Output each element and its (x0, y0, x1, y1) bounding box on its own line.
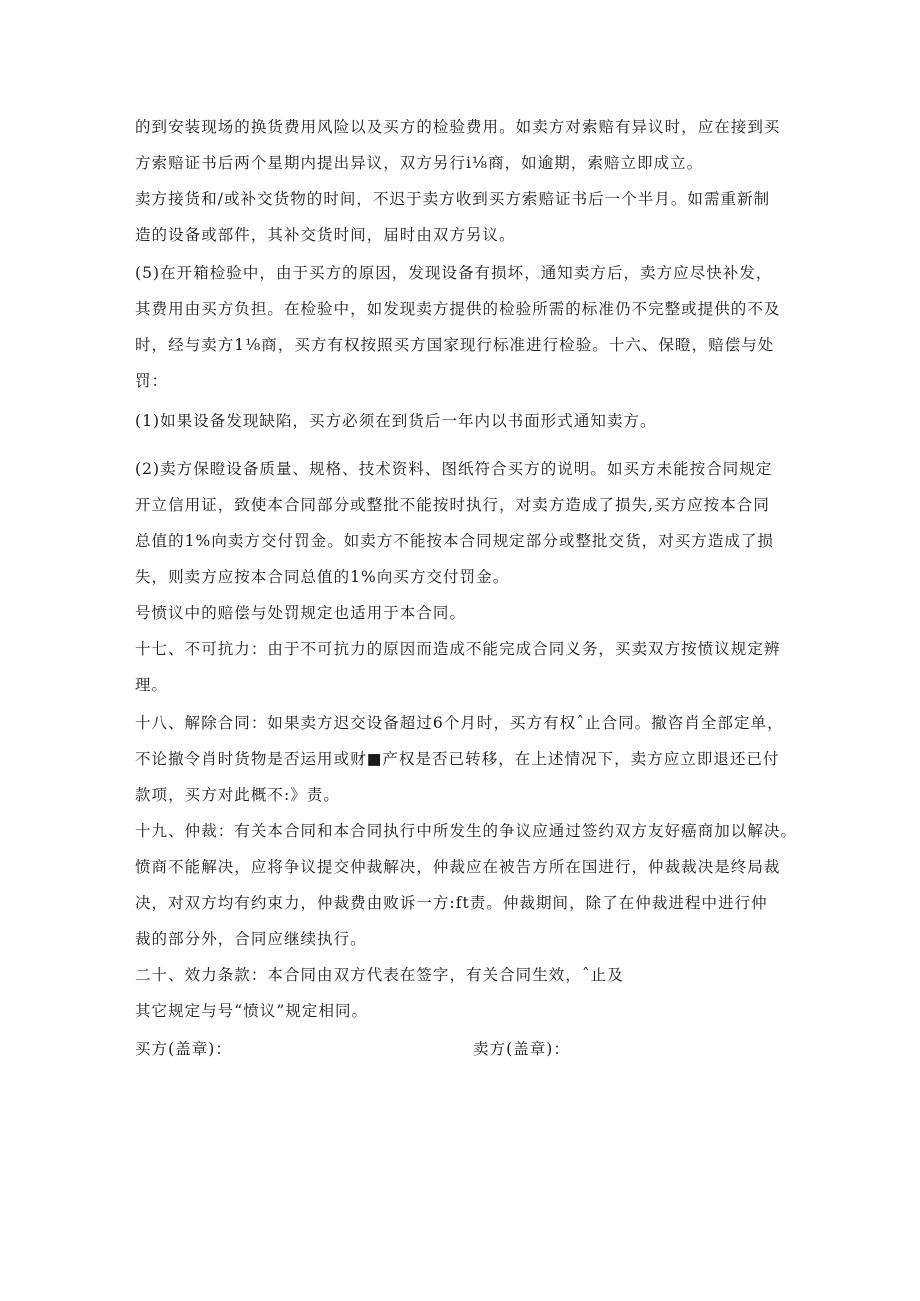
text-line: 其它规定与号“愤议”规定相同。 (135, 1002, 369, 1020)
text-line: 十八、解除合同：如果卖方迟交设备超过6个月时，买方有权ˆ止合同。撤咨肖全部定单， (135, 714, 784, 732)
text-line: 决，对双方均有约束力，仲裁费由败诉一方:ft责。仲裁期间，除了在仲裁进程中进行仲 (135, 894, 768, 912)
text-line: 裁的部分外，合同应继续执行。 (135, 930, 367, 948)
text-line: 十九、仲裁：有关本合同和本合同执行中所发生的争议应通过签约双方友好癌商加以解决。 (135, 822, 798, 840)
text-line: 方索赔证书后两个星期内提出异议，双方另行i⅛商，如逾期，索赔立即成立。 (135, 154, 704, 172)
text-line: 时，经与卖方1⅛商，买方有权按照买方国家现行标准进行检验。十六、保瞪，赔偿与处 (135, 336, 775, 354)
text-line: 款项，买方对此概不:》责。 (135, 786, 340, 804)
text-line: 理。 (135, 676, 169, 694)
text-line: 造的设备或部件，其补交货时间，届时由双方另议。 (135, 226, 516, 244)
text-line: 失，则卖方应按本合同总值的1%向买方交付罚金。 (135, 568, 510, 586)
text-line: 二十、效力条款：本合同由双方代表在签字，有关合同生效，ˆ止及 (135, 966, 624, 984)
buyer-seal-label: 买方(盖章)： (135, 1040, 232, 1058)
text-line: (2)卖方保瞪设备质量、规格、技术资料、图纸符合买方的说明。如买方未能按合同规定 (135, 460, 773, 478)
text-line: 的到安装现场的换货费用风险以及买方的检验费用。如卖方对索赔有异议时，应在接到买 (135, 118, 781, 136)
text-line: (1)如果设备发现缺陷，买方必须在到货后一年内以书面形式通知卖方。 (135, 412, 657, 430)
text-line: 开立信用证，致使本合同部分或整批不能按时执行，对卖方造成了损失,买方应按本合同 (135, 496, 770, 514)
text-line: 卖方接货和/或补交货物的时间，不迟于卖方收到买方索赔证书后一个半月。如需重新制 (135, 190, 771, 208)
text-line: 其费用由买方负担。在检验中，如发现卖方提供的检验所需的标准仍不完整或提供的不及 (135, 300, 781, 318)
seller-seal-label: 卖方(盖章)： (473, 1040, 570, 1058)
text-line: (5)在开箱检验中，由于买方的原因，发现设备有损坏，通知卖方后，卖方应尽快补发， (135, 264, 773, 282)
text-line: 十七、不可抗力：由于不可抗力的原因而造成不能完成合同义务，买卖双方按愤议规定辨 (135, 640, 781, 658)
text-line: 罚： (135, 372, 169, 390)
text-line: 总值的1%向卖方交付罚金。如卖方不能按本合同规定部分或整批交货，对买方造成了损 (135, 532, 775, 550)
text-line: 号愤议中的赔偿与处罚规定也适用于本合同。 (135, 604, 467, 622)
text-line: 不论撤令肖时货物是否运用或财■产权是否已转移，在上述情况下，卖方应立即退还已付 (135, 750, 780, 768)
text-line: 愤商不能解决，应将争议提交仲裁解决，仲裁应在被告方所在国进行，仲裁裁决是终局裁 (135, 858, 781, 876)
